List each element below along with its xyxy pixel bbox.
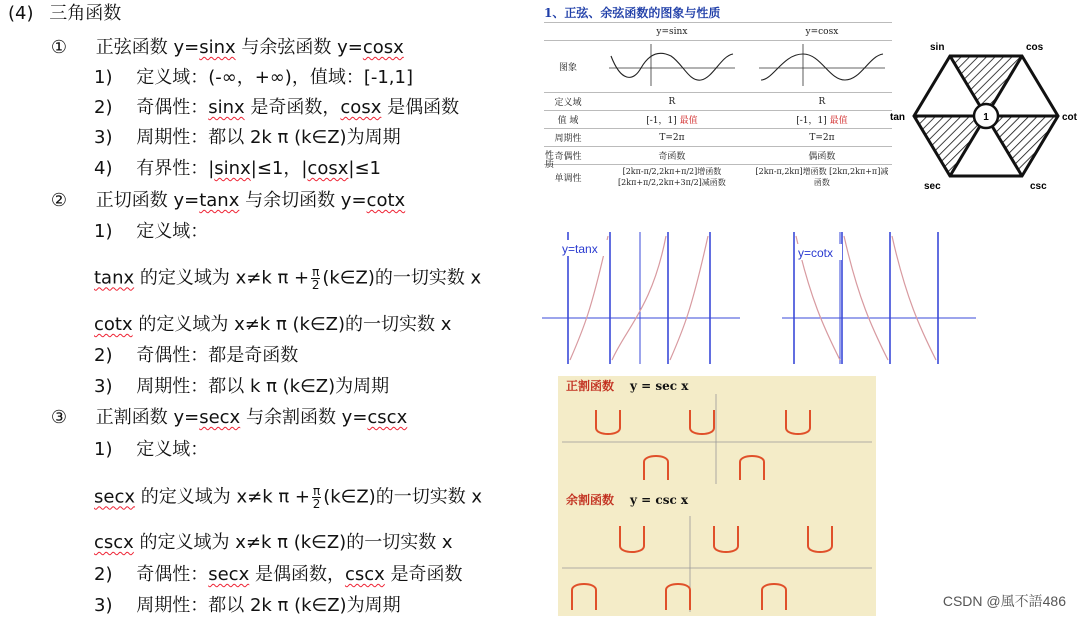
sin-graph-svg bbox=[607, 42, 737, 88]
list-item: 2) 奇偶性：sinx 是奇函数，cosx 是偶函数 bbox=[94, 97, 460, 118]
label-cot: cot bbox=[1062, 112, 1077, 123]
csc-formula: y = csc x bbox=[630, 493, 689, 507]
table-row: 单调性 [2kπ-π/2,2kπ+π/2]增函数 [2kπ+π/2,2kπ+3π/2]减函数 [2kπ-π,2kπ]增函数 [2kπ,2kπ+π]减函数 bbox=[544, 165, 892, 190]
hexagon-svg bbox=[890, 34, 1080, 194]
list-item: 3) 周期性：都以 2k π (k∈Z)为周期 bbox=[94, 127, 401, 148]
domain-line-tan: tanx 的定义域为 x≠k π + $\frac{\pi}{2}$ (k∈Z)的一切实数 x bbox=[94, 265, 482, 292]
list-item: 1) 定义域： bbox=[94, 439, 209, 460]
properties-table bbox=[544, 22, 892, 189]
marker: ① bbox=[50, 37, 68, 58]
subsection-heading-sec-csc: ③ 正割函数 y=secx 与余割函数 y=cscx bbox=[48, 406, 407, 430]
hexagon-center-label: 1 bbox=[983, 112, 989, 123]
table-side-label: 性质 bbox=[543, 150, 553, 168]
label-cos: cos bbox=[1026, 42, 1044, 53]
sin-cos-property-table bbox=[544, 0, 894, 216]
tan-graph bbox=[540, 228, 745, 368]
list-item: 2) 奇偶性：secx 是偶函数，cscx 是奇函数 bbox=[94, 564, 463, 585]
marker: ③ bbox=[50, 407, 68, 428]
cos-graph-svg bbox=[757, 42, 887, 88]
domain-line-sec: secx 的定义域为 x≠k π + $\frac{\pi}{2}$ (k∈Z)的一切实数 x bbox=[94, 484, 483, 511]
domain-line-cot: cotx 的定义域为 x≠k π (k∈Z)的一切实数 x bbox=[94, 314, 452, 335]
list-item: 1) 定义域：(-∞，+∞)，值域：[-1,1] bbox=[94, 67, 413, 88]
subsection-heading-sin-cos: ① 正弦函数 y=sinx 与余弦函数 y=cosx bbox=[48, 36, 404, 60]
list-item: 2) 奇偶性：都是奇函数 bbox=[94, 345, 299, 366]
table-row: 奇偶性 奇函数 偶函数 bbox=[544, 147, 892, 165]
cot-graph bbox=[780, 228, 980, 368]
subsection-heading-tan-cot: ② 正切函数 y=tanx 与余切函数 y=cotx bbox=[48, 189, 405, 213]
list-item: 4) 有界性：|sinx|≤1，|cosx|≤1 bbox=[94, 158, 381, 179]
cos-mini-graph bbox=[752, 41, 892, 93]
sec-csc-svg bbox=[558, 376, 876, 616]
label-csc: csc bbox=[1030, 181, 1047, 192]
tan-label: y=tanx bbox=[562, 242, 598, 256]
csc-title: 余割函数 bbox=[566, 493, 615, 507]
sec-csc-graph-panel bbox=[558, 376, 876, 616]
table-header-row bbox=[544, 23, 892, 41]
list-item: 1) 定义域： bbox=[94, 221, 209, 242]
table-row: 值 域 [-1，1] 最值 [-1，1] 最值 bbox=[544, 111, 892, 129]
list-item: 3) 周期性：都以 2k π (k∈Z)为周期 bbox=[94, 595, 401, 616]
cot-label: y=cotx bbox=[798, 246, 834, 260]
csdn-watermark: CSDN @風不語486 bbox=[942, 593, 1066, 609]
column-cos: y=cosx bbox=[752, 23, 892, 41]
section-title: 三角函数 bbox=[49, 3, 122, 24]
label-sin: sin bbox=[930, 42, 945, 53]
sec-title: 正割函数 bbox=[566, 379, 615, 393]
section-heading bbox=[8, 2, 121, 26]
trig-hexagon-diagram bbox=[890, 34, 1080, 194]
table-row-graph: 图象 bbox=[544, 41, 892, 93]
cot-graph-svg bbox=[780, 228, 980, 368]
label-tan: tan bbox=[890, 112, 905, 123]
label-sec: sec bbox=[924, 181, 941, 192]
domain-line-csc: cscx 的定义域为 x≠k π (k∈Z)的一切实数 x bbox=[94, 532, 453, 553]
marker: ② bbox=[50, 190, 68, 211]
list-item: 3) 周期性：都以 k π (k∈Z)为周期 bbox=[94, 376, 390, 397]
column-sin: y=sinx bbox=[592, 23, 752, 41]
sin-mini-graph bbox=[592, 41, 752, 93]
tan-graph-svg bbox=[540, 228, 745, 368]
table-title: 1、正弦、余弦函数的图象与性质 bbox=[544, 6, 721, 20]
fraction: $\frac{\pi}{2}$ bbox=[311, 265, 320, 292]
table-row: 定义域 R R bbox=[544, 93, 892, 111]
sec-formula: y = sec x bbox=[630, 379, 689, 393]
table-row: 周期性 T=2π T=2π bbox=[544, 129, 892, 147]
figures-column bbox=[540, 0, 1080, 621]
fraction: $\frac{\pi}{2}$ bbox=[312, 484, 321, 511]
section-number: (4) bbox=[8, 3, 34, 24]
